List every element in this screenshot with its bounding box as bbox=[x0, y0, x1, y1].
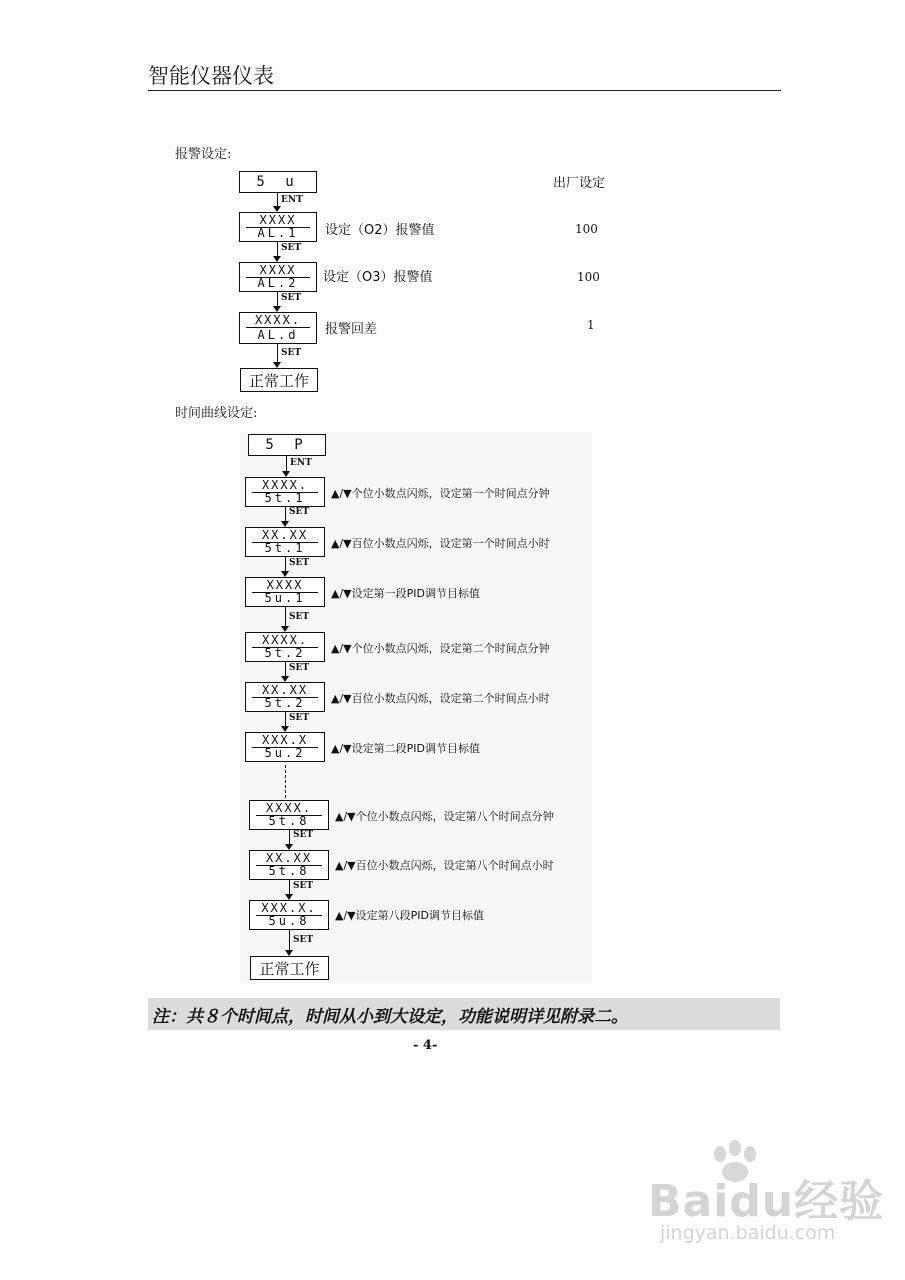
curve-step-desc: ▲/▼个位小数点闪烁，设定第二个时间点分钟 bbox=[331, 642, 550, 655]
set-label: SET bbox=[281, 293, 302, 303]
curve-step-display bbox=[249, 800, 329, 830]
set-label: SET bbox=[293, 935, 314, 945]
set-label: SET bbox=[289, 663, 310, 673]
alarm-section-title: 报警设定: bbox=[175, 147, 232, 162]
alarm-step-display bbox=[239, 212, 317, 242]
connector-line bbox=[277, 344, 278, 364]
note-text: 注：共８个时间点，时间从小到大设定，功能说明详见附录二。 bbox=[152, 1006, 628, 1027]
display-code: 5u.2 bbox=[264, 746, 306, 760]
curve-step-display bbox=[245, 732, 325, 762]
display-code: AL.d bbox=[257, 328, 299, 342]
curve-step-display bbox=[245, 477, 325, 507]
normal-work-label: 正常工作 bbox=[248, 371, 309, 390]
set-label: SET bbox=[281, 348, 302, 358]
display-code: 5t.2 bbox=[264, 696, 306, 710]
set-label: SET bbox=[289, 507, 310, 517]
curve-start-display bbox=[248, 434, 326, 456]
display-code: AL.2 bbox=[257, 276, 299, 290]
display-value: XXXX bbox=[246, 264, 310, 278]
display-value: XX.XX bbox=[252, 529, 318, 543]
header-divider bbox=[148, 90, 781, 91]
factory-value: 100 bbox=[575, 222, 598, 236]
connector-line bbox=[289, 930, 290, 951]
display-value: XXXX. bbox=[252, 479, 318, 493]
set-label: SET bbox=[281, 243, 302, 253]
connector-line bbox=[289, 830, 290, 845]
display-value: XXX.X bbox=[252, 734, 318, 748]
curve-step-display bbox=[245, 527, 325, 557]
alarm-step-desc: 报警回差 bbox=[325, 322, 378, 337]
curve-step-display bbox=[245, 682, 325, 712]
curve-step-desc: ▲/▼设定第一段PID调节目标值 bbox=[331, 587, 480, 600]
display-value: XX.XX bbox=[256, 852, 322, 866]
alarm-start-code: 5 u bbox=[256, 174, 300, 190]
connector-line bbox=[277, 193, 278, 207]
factory-value: 100 bbox=[577, 270, 600, 284]
curve-step-desc: ▲/▼个位小数点闪烁，设定第一个时间点分钟 bbox=[331, 487, 550, 500]
display-value: XXXX bbox=[252, 579, 318, 593]
display-value: XXX.X. bbox=[256, 902, 322, 916]
set-label: SET bbox=[289, 558, 310, 568]
normal-work-label: 正常工作 bbox=[259, 959, 320, 978]
page-number: - 4- bbox=[413, 1038, 438, 1053]
set-label: SET bbox=[289, 713, 310, 723]
set-label: SET bbox=[293, 881, 314, 891]
alarm-step-desc: 设定（O2）报警值 bbox=[325, 223, 435, 238]
connector-line bbox=[286, 456, 287, 472]
connector-line bbox=[285, 712, 286, 727]
display-value: XXXX. bbox=[246, 314, 310, 328]
page-header-title: 智能仪器仪表 bbox=[148, 64, 274, 88]
factory-value: 1 bbox=[587, 318, 595, 332]
alarm-start-display bbox=[239, 171, 317, 193]
display-code: 5u.1 bbox=[264, 591, 306, 605]
note-banner bbox=[148, 998, 780, 1030]
connector-line bbox=[285, 557, 286, 572]
display-code: 5t.8 bbox=[268, 814, 310, 828]
display-code: AL.1 bbox=[257, 226, 299, 240]
curve-section-title: 时间曲线设定: bbox=[175, 406, 258, 421]
display-code: 5u.8 bbox=[268, 914, 310, 928]
watermark-logo: Baidu经验 bbox=[648, 1176, 885, 1227]
connector-line bbox=[285, 662, 286, 677]
alarm-normal-work-box bbox=[240, 368, 318, 392]
set-label: SET bbox=[293, 830, 314, 840]
curve-step-display bbox=[249, 850, 329, 880]
watermark-url: jingyan.baidu.com bbox=[660, 1222, 836, 1244]
display-value: XX.XX bbox=[252, 684, 318, 698]
alarm-step-display bbox=[239, 312, 317, 344]
curve-step-display bbox=[249, 900, 329, 930]
set-label: SET bbox=[289, 612, 310, 622]
display-value: XXXX bbox=[246, 214, 310, 228]
curve-step-desc: ▲/▼百位小数点闪烁，设定第八个时间点小时 bbox=[335, 859, 554, 872]
connector-line bbox=[285, 607, 286, 627]
display-code: 5t.8 bbox=[268, 864, 310, 878]
continuation-dashed-line bbox=[285, 765, 286, 798]
curve-step-desc: ▲/▼个位小数点闪烁，设定第八个时间点分钟 bbox=[335, 810, 554, 823]
ent-label: ENT bbox=[290, 458, 312, 468]
curve-start-code: 5 P bbox=[265, 437, 309, 453]
curve-step-display bbox=[245, 577, 325, 607]
curve-normal-work-box bbox=[250, 956, 329, 980]
ent-label: ENT bbox=[281, 195, 303, 205]
connector-line bbox=[277, 242, 278, 257]
display-value: XXXX. bbox=[256, 802, 322, 816]
curve-step-desc: ▲/▼设定第二段PID调节目标值 bbox=[331, 742, 480, 755]
curve-step-desc: ▲/▼设定第八段PID调节目标值 bbox=[335, 909, 484, 922]
connector-line bbox=[289, 880, 290, 895]
alarm-step-display bbox=[239, 262, 317, 292]
display-code: 5t.1 bbox=[264, 541, 306, 555]
curve-step-display bbox=[245, 632, 325, 662]
factory-setting-header: 出厂设定 bbox=[553, 176, 606, 191]
alarm-step-desc: 设定（O3）报警值 bbox=[323, 270, 433, 285]
connector-line bbox=[285, 507, 286, 522]
connector-line bbox=[277, 292, 278, 307]
curve-step-desc: ▲/▼百位小数点闪烁，设定第二个时间点小时 bbox=[331, 692, 550, 705]
display-value: XXXX. bbox=[252, 634, 318, 648]
display-code: 5t.1 bbox=[264, 491, 306, 505]
display-code: 5t.2 bbox=[264, 646, 306, 660]
curve-step-desc: ▲/▼百位小数点闪烁，设定第一个时间点小时 bbox=[331, 537, 550, 550]
